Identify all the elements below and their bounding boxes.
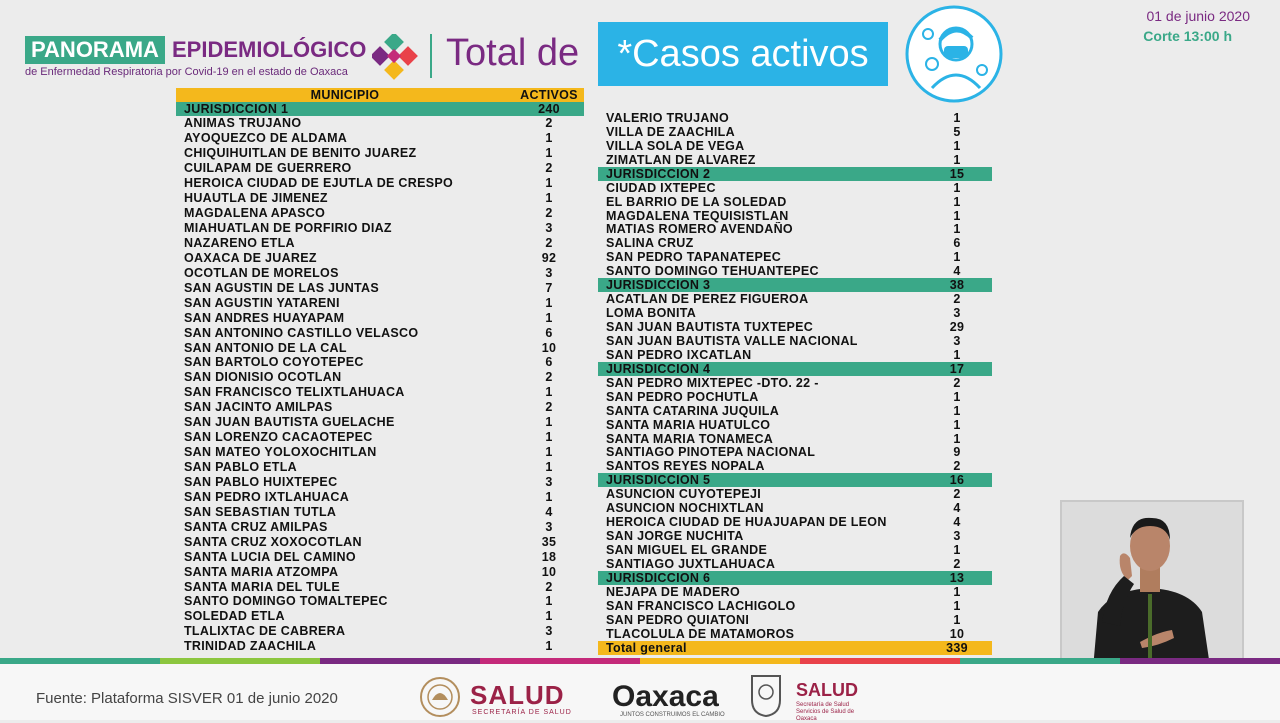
municipio-name: SOLEDAD ETLA bbox=[184, 609, 285, 624]
table-row bbox=[176, 534, 584, 549]
activos-count: 7 bbox=[545, 280, 553, 295]
cases-table-right bbox=[598, 111, 992, 655]
activos-count: 1 bbox=[953, 598, 961, 613]
salud-oaxaca-logo: SALUD bbox=[796, 680, 858, 700]
activos-count: 4 bbox=[953, 264, 961, 279]
activos-count: 1 bbox=[545, 445, 553, 460]
page-title-highlight: *Casos activos bbox=[598, 22, 888, 86]
table-body-right bbox=[598, 111, 992, 655]
municipio-name: SAN SEBASTIAN TUTLA bbox=[184, 504, 337, 519]
activos-count: 92 bbox=[541, 250, 557, 265]
table-row bbox=[176, 161, 584, 176]
table-header bbox=[176, 88, 584, 102]
municipio-name: SAN MATEO YOLOXOCHITLAN bbox=[184, 445, 377, 460]
municipio-name: HEROICA CIUDAD DE EJUTLA DE CRESPO bbox=[184, 176, 454, 191]
municipio-name: SAN JACINTO AMILPAS bbox=[184, 400, 333, 415]
table-row bbox=[176, 460, 584, 475]
activos-count: 2 bbox=[953, 556, 961, 571]
table-row bbox=[176, 280, 584, 295]
interpreter-figure bbox=[1062, 502, 1242, 680]
table-row bbox=[176, 519, 584, 534]
activos-count: 1 bbox=[545, 609, 553, 624]
table-row bbox=[176, 355, 584, 370]
activos-count: 1 bbox=[545, 639, 553, 654]
activos-count: 2 bbox=[545, 116, 553, 131]
activos-count: 1 bbox=[545, 295, 553, 310]
municipio-name: SAN DIONISIO OCOTLAN bbox=[184, 370, 342, 385]
table-row bbox=[598, 111, 992, 125]
activos-count: 3 bbox=[545, 221, 553, 236]
municipio-name: JURISDICCION 6 bbox=[606, 570, 711, 585]
jurisdiction-row bbox=[598, 278, 992, 292]
table-row bbox=[176, 191, 584, 206]
activos-count: 1 bbox=[545, 460, 553, 475]
municipio-name: SAN MIGUEL EL GRANDE bbox=[606, 543, 768, 558]
activos-count: 6 bbox=[545, 355, 553, 370]
municipio-name: SAN AGUSTIN YATARENI bbox=[184, 295, 340, 310]
table-row bbox=[598, 153, 992, 167]
municipio-name: SALINA CRUZ bbox=[606, 236, 694, 251]
table-row bbox=[598, 515, 992, 529]
report-date: 01 de junio 2020 bbox=[1146, 8, 1250, 24]
table-row bbox=[598, 390, 992, 404]
activos-count: 1 bbox=[545, 310, 553, 325]
table-row bbox=[176, 176, 584, 191]
municipio-name: OCOTLAN DE MORELOS bbox=[184, 265, 339, 280]
table-row bbox=[176, 295, 584, 310]
municipio-name: MATIAS ROMERO AVENDAÑO bbox=[606, 222, 793, 237]
table-row bbox=[598, 529, 992, 543]
oaxaca-slogan: JUNTOS CONSTRUIMOS EL CAMBIO bbox=[620, 712, 725, 718]
activos-count: 4 bbox=[953, 501, 961, 516]
table-row bbox=[176, 430, 584, 445]
activos-count: 9 bbox=[953, 445, 961, 460]
table-row bbox=[176, 340, 584, 355]
municipio-name: SAN FRANCISCO TELIXTLAHUACA bbox=[184, 385, 405, 400]
municipio-name: EL BARRIO DE LA SOLEDAD bbox=[606, 194, 787, 209]
municipio-name: TRINIDAD ZAACHILA bbox=[184, 639, 317, 654]
municipio-name: SAN PEDRO IXTLAHUACA bbox=[184, 489, 350, 504]
municipio-name: CUILAPAM DE GUERRERO bbox=[184, 161, 352, 176]
municipio-name: SANTIAGO JUXTLAHUACA bbox=[606, 556, 776, 571]
municipio-name: SANTO DOMINGO TEHUANTEPEC bbox=[606, 264, 819, 279]
activos-count: 1 bbox=[953, 612, 961, 627]
activos-count: 3 bbox=[545, 265, 553, 280]
activos-count: 1 bbox=[953, 417, 961, 432]
table-row bbox=[598, 292, 992, 306]
municipio-name: NAZARENO ETLA bbox=[184, 235, 295, 250]
table-row bbox=[598, 209, 992, 223]
municipio-name: SAN PEDRO TAPANATEPEC bbox=[606, 250, 782, 265]
activos-count: 3 bbox=[953, 306, 961, 321]
table-row bbox=[176, 579, 584, 594]
municipio-name: SAN PABLO HUIXTEPEC bbox=[184, 474, 338, 489]
municipio-name: SAN AGUSTIN DE LAS JUNTAS bbox=[184, 280, 380, 295]
table-row bbox=[176, 116, 584, 131]
activos-count: 4 bbox=[953, 515, 961, 530]
municipio-name: SANTA MARIA TONAMECA bbox=[606, 431, 774, 446]
total-row bbox=[598, 641, 992, 655]
activos-count: 3 bbox=[545, 474, 553, 489]
table-row bbox=[598, 459, 992, 473]
table-row bbox=[176, 206, 584, 221]
report-cut-time: Corte 13:00 h bbox=[1143, 28, 1232, 44]
table-row bbox=[598, 236, 992, 250]
table-row bbox=[176, 639, 584, 654]
municipio-name: MIAHUATLAN DE PORFIRIO DIAZ bbox=[184, 221, 392, 236]
masked-person-icon bbox=[900, 4, 1008, 104]
municipio-name: ANIMAS TRUJANO bbox=[184, 116, 302, 131]
municipio-name: SAN BARTOLO COYOTEPEC bbox=[184, 355, 364, 370]
table-row bbox=[598, 599, 992, 613]
activos-count: 2 bbox=[545, 370, 553, 385]
oaxaca-logo: Oaxaca bbox=[612, 680, 719, 713]
table-row bbox=[176, 325, 584, 340]
jurisdiction-row bbox=[598, 167, 992, 181]
municipio-name: VILLA SOLA DE VEGA bbox=[606, 138, 745, 153]
table-row bbox=[598, 376, 992, 390]
table-row bbox=[176, 265, 584, 280]
table-row bbox=[176, 236, 584, 251]
table-row bbox=[598, 320, 992, 334]
table-row bbox=[598, 264, 992, 278]
activos-count: 18 bbox=[541, 549, 557, 564]
municipio-name: SAN ANTONINO CASTILLO VELASCO bbox=[184, 325, 419, 340]
table-row bbox=[176, 609, 584, 624]
activos-count: 1 bbox=[545, 131, 553, 146]
total-label: Total general bbox=[606, 640, 687, 655]
activos-count: 3 bbox=[545, 624, 553, 639]
activos-count: 1 bbox=[953, 110, 961, 125]
activos-count: 1 bbox=[953, 403, 961, 418]
activos-count: 29 bbox=[949, 320, 965, 335]
municipio-name: SANTA CRUZ XOXOCOTLAN bbox=[184, 534, 362, 549]
municipio-name: SAN ANDRES HUAYAPAM bbox=[184, 310, 345, 325]
activos-count: 2 bbox=[545, 400, 553, 415]
jurisdiction-row bbox=[598, 571, 992, 585]
municipio-name: ZIMATLAN DE ALVAREZ bbox=[606, 152, 756, 167]
oaxaca-seal-icon bbox=[748, 672, 784, 718]
table-row bbox=[176, 250, 584, 265]
table-row bbox=[598, 613, 992, 627]
activos-count: 1 bbox=[545, 176, 553, 191]
jurisdiction-row bbox=[176, 102, 584, 116]
activos-count: 3 bbox=[545, 519, 553, 534]
table-row bbox=[598, 125, 992, 139]
table-row bbox=[598, 139, 992, 153]
municipio-name: SANTA LUCIA DEL CAMINO bbox=[184, 549, 356, 564]
table-row bbox=[598, 418, 992, 432]
municipio-name: ASUNCION CUYOTEPEJI bbox=[606, 487, 762, 502]
municipio-name: JURISDICCION 4 bbox=[606, 361, 711, 376]
activos-count: 1 bbox=[545, 489, 553, 504]
table-row bbox=[176, 221, 584, 236]
activos-count: 1 bbox=[953, 152, 961, 167]
activos-count: 13 bbox=[949, 570, 965, 585]
activos-count: 1 bbox=[953, 347, 961, 362]
jurisdiction-row bbox=[598, 473, 992, 487]
table-row bbox=[176, 564, 584, 579]
municipio-name: SANTA CRUZ AMILPAS bbox=[184, 519, 328, 534]
municipio-name: SAN LORENZO CACAOTEPEC bbox=[184, 430, 373, 445]
activos-count: 2 bbox=[545, 206, 553, 221]
activos-count: 1 bbox=[953, 584, 961, 599]
municipio-name: ACATLAN DE PEREZ FIGUEROA bbox=[606, 292, 809, 307]
header-activos: ACTIVOS bbox=[520, 88, 578, 102]
activos-count: 10 bbox=[541, 340, 557, 355]
table-row bbox=[176, 146, 584, 161]
activos-count: 1 bbox=[953, 138, 961, 153]
activos-count: 5 bbox=[953, 124, 961, 139]
municipio-name: LOMA BONITA bbox=[606, 306, 697, 321]
table-row bbox=[176, 310, 584, 325]
table-row bbox=[598, 348, 992, 362]
brand-subtitle: de Enfermedad Respiratoria por Covid-19 en el estado de Oaxaca bbox=[25, 66, 348, 78]
brand-panorama: PANORAMA bbox=[25, 36, 165, 64]
municipio-name: JURISDICCION 1 bbox=[184, 102, 289, 116]
table-row bbox=[598, 306, 992, 320]
activos-count: 2 bbox=[953, 292, 961, 307]
municipio-name: AYOQUEZCO DE ALDAMA bbox=[184, 131, 348, 146]
municipio-name: SANTOS REYES NOPALA bbox=[606, 459, 765, 474]
total-value: 339 bbox=[946, 640, 968, 655]
activos-count: 2 bbox=[545, 161, 553, 176]
table-row bbox=[598, 195, 992, 209]
data-source: Fuente: Plataforma SISVER 01 de junio 2020 bbox=[36, 690, 338, 707]
table-row bbox=[598, 627, 992, 641]
activos-count: 1 bbox=[545, 191, 553, 206]
municipio-name: SAN JUAN BAUTISTA GUELACHE bbox=[184, 415, 395, 430]
municipio-name: SANTO DOMINGO TOMALTEPEC bbox=[184, 594, 388, 609]
activos-count: 1 bbox=[545, 415, 553, 430]
table-row bbox=[176, 415, 584, 430]
table-row bbox=[176, 475, 584, 490]
activos-count: 6 bbox=[953, 236, 961, 251]
municipio-name: SAN PEDRO POCHUTLA bbox=[606, 389, 759, 404]
municipio-name: SANTA MARIA DEL TULE bbox=[184, 579, 340, 594]
activos-count: 17 bbox=[949, 361, 965, 376]
municipio-name: MAGDALENA TEQUISISTLAN bbox=[606, 208, 789, 223]
brand-separator bbox=[430, 34, 432, 78]
municipio-name: HUAUTLA DE JIMENEZ bbox=[184, 191, 328, 206]
table-row bbox=[598, 543, 992, 557]
activos-count: 3 bbox=[953, 529, 961, 544]
table-row bbox=[176, 504, 584, 519]
activos-count: 38 bbox=[949, 278, 965, 293]
activos-count: 16 bbox=[949, 473, 965, 488]
mexico-seal-icon bbox=[418, 676, 462, 718]
jurisdiction-row bbox=[598, 362, 992, 376]
activos-count: 1 bbox=[953, 194, 961, 209]
activos-count: 1 bbox=[953, 389, 961, 404]
municipio-name: CIUDAD IXTEPEC bbox=[606, 180, 716, 195]
municipio-name: TLACOLULA DE MATAMOROS bbox=[606, 626, 795, 641]
activos-count: 1 bbox=[545, 594, 553, 609]
municipio-name: VILLA DE ZAACHILA bbox=[606, 124, 735, 139]
activos-count: 1 bbox=[545, 146, 553, 161]
table-row bbox=[176, 370, 584, 385]
table-row bbox=[176, 624, 584, 639]
municipio-name: NEJAPA DE MADERO bbox=[606, 584, 740, 599]
municipio-name: SAN FRANCISCO LACHIGOLO bbox=[606, 598, 796, 613]
municipio-name: SANTA CATARINA JUQUILA bbox=[606, 403, 780, 418]
activos-count: 4 bbox=[545, 504, 553, 519]
activos-count: 1 bbox=[545, 430, 553, 445]
table-row bbox=[598, 250, 992, 264]
municipio-name: JURISDICCION 3 bbox=[606, 278, 711, 293]
municipio-name: MAGDALENA APASCO bbox=[184, 206, 326, 221]
municipio-name: SAN JUAN BAUTISTA TUXTEPEC bbox=[606, 320, 814, 335]
activos-count: 35 bbox=[541, 534, 557, 549]
table-row bbox=[598, 432, 992, 446]
table-row bbox=[598, 487, 992, 501]
table-row bbox=[598, 557, 992, 571]
brand-diamond-logo bbox=[372, 34, 418, 80]
municipio-name: CHIQUIHUITLAN DE BENITO JUAREZ bbox=[184, 146, 417, 161]
table-row bbox=[598, 446, 992, 460]
table-row bbox=[176, 445, 584, 460]
municipio-name: OAXACA DE JUAREZ bbox=[184, 250, 317, 265]
table-row bbox=[598, 223, 992, 237]
table-row bbox=[176, 594, 584, 609]
sign-language-interpreter bbox=[1060, 500, 1244, 682]
table-row bbox=[598, 181, 992, 195]
municipio-name: SAN PABLO ETLA bbox=[184, 460, 297, 475]
activos-count: 1 bbox=[953, 222, 961, 237]
table-row bbox=[598, 404, 992, 418]
activos-count: 10 bbox=[949, 626, 965, 641]
table-row bbox=[176, 385, 584, 400]
activos-count: 10 bbox=[541, 564, 557, 579]
municipio-name: SAN PEDRO QUIATONI bbox=[606, 612, 750, 627]
activos-count: 2 bbox=[545, 235, 553, 250]
activos-count: 6 bbox=[545, 325, 553, 340]
activos-count: 240 bbox=[538, 102, 560, 116]
table-row bbox=[176, 131, 584, 146]
municipio-name: HEROICA CIUDAD DE HUAJUAPAN DE LEON bbox=[606, 515, 887, 530]
table-row bbox=[598, 334, 992, 348]
activos-count: 1 bbox=[953, 208, 961, 223]
activos-count: 2 bbox=[545, 579, 553, 594]
activos-count: 15 bbox=[949, 166, 965, 181]
cases-table-left bbox=[176, 88, 584, 654]
municipio-name: SANTA MARIA ATZOMPA bbox=[184, 564, 339, 579]
municipio-name: VALERIO TRUJANO bbox=[606, 110, 730, 125]
header-municipio: MUNICIPIO bbox=[310, 88, 380, 102]
municipio-name: ASUNCION NOCHIXTLAN bbox=[606, 501, 764, 516]
salud-federal-subtitle: SECRETARÍA DE SALUD bbox=[472, 709, 572, 716]
table-body-left bbox=[176, 102, 584, 654]
activos-count: 1 bbox=[953, 250, 961, 265]
municipio-name: TLALIXTAC DE CABRERA bbox=[184, 624, 346, 639]
activos-count: 1 bbox=[953, 180, 961, 195]
activos-count: 1 bbox=[953, 543, 961, 558]
activos-count: 1 bbox=[953, 431, 961, 446]
municipio-name: SAN ANTONIO DE LA CAL bbox=[184, 340, 347, 355]
table-row bbox=[176, 549, 584, 564]
activos-count: 1 bbox=[545, 385, 553, 400]
salud-federal-logo: SALUD bbox=[470, 680, 565, 710]
municipio-name: JURISDICCION 5 bbox=[606, 473, 711, 488]
activos-count: 2 bbox=[953, 487, 961, 502]
municipio-name: SAN JORGE NUCHITA bbox=[606, 529, 744, 544]
activos-count: 2 bbox=[953, 459, 961, 474]
table-row bbox=[176, 400, 584, 415]
salud-oaxaca-subtitle: Secretaría de Salud Servicios de Salud de Oaxaca bbox=[796, 702, 855, 722]
municipio-name: JURISDICCION 2 bbox=[606, 166, 711, 181]
municipio-name: SANTA MARIA HUATULCO bbox=[606, 417, 771, 432]
municipio-name: SAN PEDRO MIXTEPEC -DTO. 22 - bbox=[606, 375, 819, 390]
table-row bbox=[598, 585, 992, 599]
activos-count: 3 bbox=[953, 333, 961, 348]
brand-epidemiologico: EPIDEMIOLÓGICO bbox=[172, 37, 367, 62]
table-row bbox=[598, 501, 992, 515]
table-row bbox=[176, 489, 584, 504]
municipio-name: SAN JUAN BAUTISTA VALLE NACIONAL bbox=[606, 333, 858, 348]
municipio-name: SAN PEDRO IXCATLAN bbox=[606, 347, 752, 362]
activos-count: 2 bbox=[953, 375, 961, 390]
municipio-name: SANTIAGO PINOTEPA NACIONAL bbox=[606, 445, 816, 460]
page-title-prefix: Total de bbox=[446, 32, 580, 74]
